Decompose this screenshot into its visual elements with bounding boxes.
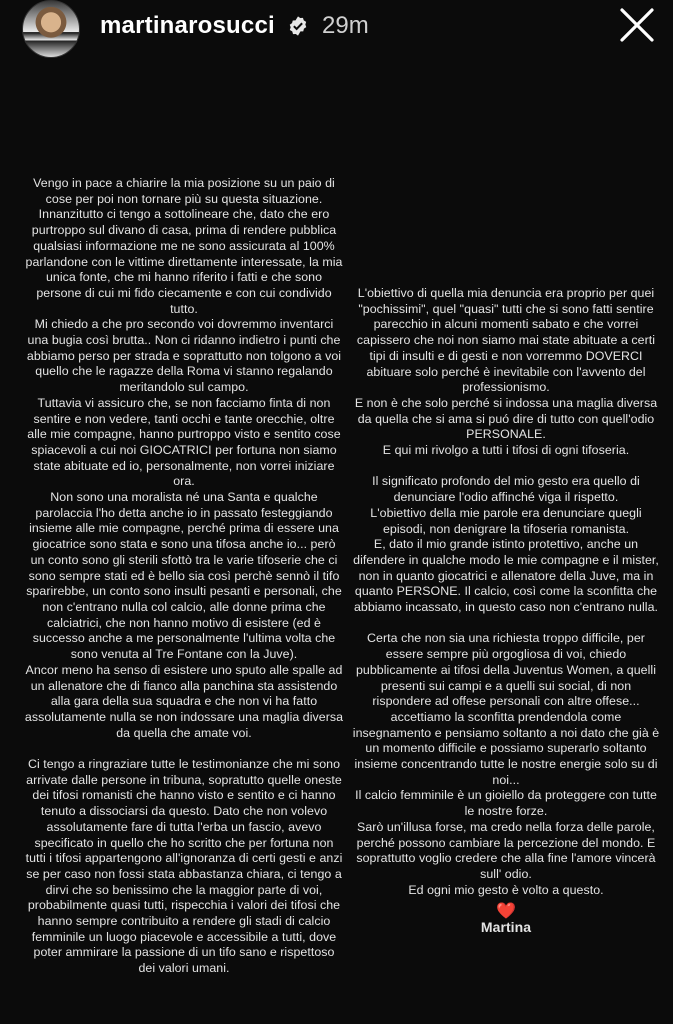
paragraph: L'obiettivo della mie parole era denunciare quegli episodi, non denigrare la tifoseria romanista. — [370, 505, 642, 536]
paragraph: Ci tengo a ringraziare tutte le testimonianze che mi sono arrivate dalle persone in tribuna, sopratutto quelle oneste dei tifosi romanisti che hanno visto e sentito e ci hanno tenuto a dissociarsi da questo. Dato che non volevo assolutamente fare di tutta l'erba un fascio, avevo specificato in quello che ho scritto che per fortuna non tutti i tifosi appartengono all'ignoranza di certi gesti e anzi se per caso non fossi stata abbastanza chiara, ci tengo a dirvi che so benissimo che la maggior parte di voi, probabilmente quasi tutti, rispecchia i valori dei tifosi che hanno sempre contribuito a rendere gli stadi di calcio femminile un luogo piacevole e accessibile a tutti, dove poter ammirare la passione di un tifo sano e rispettoso dei valori umani. — [25, 757, 343, 976]
paragraph: Innanzitutto ci tengo a sottolineare che, dato che ero purtroppo sul divano di casa, prima di rendere pubblica qualsiasi informazione me ne sono assicurata al 100% parlandone con le vittime direttamente interessate, la mia unica fonte, che mi hanno riferito i fatti e che sono persone di cui mi fido ciecamente e con cui condivido tutto. — [25, 207, 343, 316]
paragraph: Ed ogni mio gesto è volto a questo. — [408, 882, 604, 897]
story-text-left-column — [24, 176, 344, 977]
paragraph: Ancor meno ha senso di esistere uno sputo alle spalle ad un allenatore che di fianco alla panchina sta assistendo alla gara della sua squadra e che non vi ha fatto assolutamente nulla se non indossare una maglia diversa da quella che amate voi. — [24, 662, 344, 740]
story-header — [0, 0, 673, 56]
heart-icon: ❤️ — [496, 903, 516, 921]
paragraph: E, dato il mio grande istinto protettivo, anche un difendere in qualche modo le mie compagne e il mister, non in quanto giocatrici e allenatore della Juve, ma in quanto PERSONE. Il calcio, così come la sconfitta che abbiamo incassato, in questo caso non c'entrano nulla. — [353, 537, 659, 615]
paragraph: Il significato profondo del mio gesto era quello di denunciare l'odio affinché viga il rispetto. — [372, 474, 640, 505]
paragraph: L'obiettivo di quella mia denuncia era proprio per quei "pochissimi", quel "quasi" tutti che si sono fatti sentire parecchio in alcuni momenti sabato e che vorrei capissero che noi non siamo mai state abituate a certi tipi di insulti e di gesti e non vorremmo DOVERCI abituare solo perché è inevitabile con l'avvento del professionismo. — [356, 286, 656, 395]
username[interactable]: martinarosucci — [100, 12, 275, 39]
paragraph: Il calcio femminile è un gioiello da proteggere con tutte le nostre forze. — [355, 788, 657, 819]
profile-avatar[interactable] — [22, 0, 80, 58]
paragraph: Vengo in pace a chiarire la mia posizione su un paio di cose per poi non tornare più su questa situazione. — [33, 176, 335, 206]
paragraph: E non è che solo perché si indossa una maglia diversa da quella che si ama si puó dire di tutto con quell'odio PERSONALE. — [354, 395, 658, 442]
paragraph: E qui mi rivolgo a tutti i tifosi di ogni tifoseria. — [382, 443, 630, 458]
paragraph: Certa che non sia una richiesta troppo difficile, per essere sempre più orgogliosa di voi, chiedo pubblicamente ai tifosi della Juventus Women, a quelli presenti sui campi e a quelli sui social, di non rispondere ad offese personali con altre offese... accettiamo la sconfitta prendendola come insegnamento e pensiamo soltanto a noi dato che già è un momento difficile e possiamo superarlo soltanto insieme concentrando tutte le nostre energie solo su di noi... — [352, 631, 660, 787]
signature: Martina — [480, 919, 532, 936]
story-text-right-column — [352, 286, 660, 936]
paragraph: Non sono una moralista né una Santa e qualche parolaccia l'ho detta anche io in passato festeggiando insieme alle mie compagne, perché prima di essere una giocatrice sono stata e sono una tifosa anche io... però un conto sono gli sterili sfottò tra le varie tifoserie che ci sono sempre stati ed è bello sia così perchè sennò il tifo sparirebbe, un conto sono insulti pesanti e personali, che non c'entrano nulla col calcio, alle donne prima che calciatrici, che non hanno motivo di esistere (ed è successo anche a me personalmente l'ultima volta che sono venuta al Tre Fontane con la Juve). — [26, 490, 342, 662]
verified-badge-icon — [287, 15, 309, 37]
paragraph: Mi chiedo a che pro secondo voi dovremmo inventarci una bugia così brutta.. Non ci ridanno indietro i punti che abbiamo perso per strada e soprattutto non tolgono a voi quello che le ragazze della Roma vi stanno regalando meritandolo sul campo. — [26, 317, 342, 395]
paragraph: Sarò un'illusa forse, ma credo nella forza delle parole, perché possono cambiare la percezione del mondo. E soprattutto voglio credere che alla fine l'amore vincerà sull' odio. — [356, 819, 656, 881]
paragraph: Tuttavia vi assicuro che, se non facciamo finta di non sentire e non vedere, tanti occhi e tante orecchie, oltre alle mie compagne, hanno purtroppo visto e sentito cose spiacevoli a cui noi GIOCATRICI per fortuna non siamo state abituate ed io, personalmente, non vorrei iniziare ora. — [27, 395, 341, 489]
close-icon[interactable] — [616, 4, 658, 46]
post-time: 29m — [322, 12, 369, 39]
